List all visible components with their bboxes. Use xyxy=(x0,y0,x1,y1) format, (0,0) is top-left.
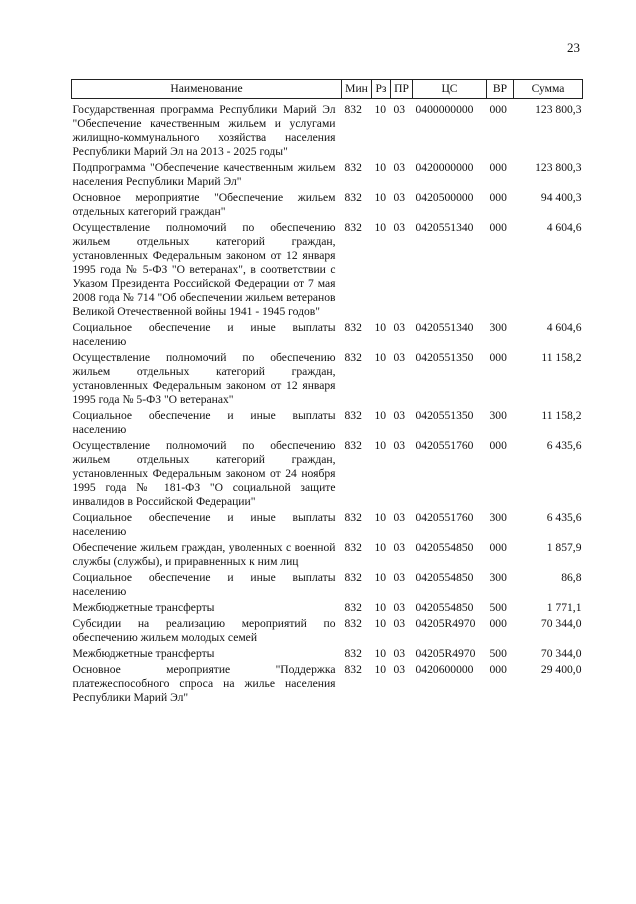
cell-min: 832 xyxy=(344,191,362,204)
cell-cs: 0420554850 xyxy=(415,571,474,584)
cell-sum: 4 604,6 xyxy=(546,321,582,334)
cell-name: Осуществление полномочий по обеспечению жильем отдельных категорий граждан, установленных Федеральным законом от 12 января 1995 года № 5-ФЗ "О ветеранах" xyxy=(72,351,336,406)
cell-vr: 000 xyxy=(489,541,507,554)
table-row xyxy=(72,571,583,601)
cell-cs: 0420551760 xyxy=(415,511,474,524)
cell-vr: 000 xyxy=(489,439,507,452)
header-cs: ЦС xyxy=(413,80,487,99)
cell-sum: 94 400,3 xyxy=(540,191,582,204)
cell-name: Осуществление полномочий по обеспечению жильем отдельных категорий граждан, установленных Федеральным законом от 24 ноября 1995 года № 181-ФЗ "О социальной защите инвалидов в Российской Федерации" xyxy=(72,439,336,508)
cell-sum: 1 857,9 xyxy=(546,541,582,554)
cell-name: Основное мероприятие "Обеспечение жильем отдельных категорий граждан" xyxy=(72,191,336,218)
cell-pr: 03 xyxy=(393,511,406,524)
cell-name: Основное мероприятие "Поддержка платежеспособного спроса на жилье населения Республики Марий Эл" xyxy=(72,663,336,704)
cell-sum: 6 435,6 xyxy=(546,511,582,524)
cell-cs: 0420500000 xyxy=(415,191,474,204)
cell-rz: 10 xyxy=(374,439,387,452)
cell-min: 832 xyxy=(344,601,362,614)
cell-sum: 11 158,2 xyxy=(541,409,582,422)
cell-vr: 000 xyxy=(489,191,507,204)
cell-sum: 86,8 xyxy=(561,571,582,584)
table-row xyxy=(72,511,583,541)
cell-rz: 10 xyxy=(374,647,387,660)
cell-min: 832 xyxy=(344,351,362,364)
cell-cs: 04205R4970 xyxy=(415,617,476,630)
cell-cs: 0420000000 xyxy=(415,161,474,174)
cell-name: Субсидии на реализацию мероприятий по обеспечению жильем молодых семей xyxy=(72,617,336,644)
cell-cs: 04205R4970 xyxy=(415,647,476,660)
table-row xyxy=(72,439,583,511)
cell-min: 832 xyxy=(344,221,362,234)
cell-name: Подпрограмма "Обеспечение качественным жильем населения Республики Марий Эл" xyxy=(72,161,336,188)
cell-vr: 500 xyxy=(489,647,507,660)
table-row xyxy=(72,99,583,162)
cell-rz: 10 xyxy=(374,351,387,364)
cell-min: 832 xyxy=(344,541,362,554)
cell-sum: 1 771,1 xyxy=(546,601,582,614)
cell-pr: 03 xyxy=(393,409,406,422)
cell-min: 832 xyxy=(344,663,362,676)
cell-vr: 300 xyxy=(489,571,507,584)
table-row xyxy=(72,617,583,647)
cell-pr: 03 xyxy=(393,601,406,614)
header-pr: ПР xyxy=(391,80,413,99)
cell-pr: 03 xyxy=(393,191,406,204)
header-vr: ВР xyxy=(487,80,514,99)
cell-min: 832 xyxy=(344,571,362,584)
table-row xyxy=(72,191,583,221)
cell-pr: 03 xyxy=(393,221,406,234)
cell-rz: 10 xyxy=(374,321,387,334)
cell-min: 832 xyxy=(344,647,362,660)
cell-name: Государственная программа Республики Марий Эл "Обеспечение качественным жильем и услугами жилищно-коммунального хозяйства населения Республики Марий Эл на 2013 - 2025 годы" xyxy=(72,103,336,158)
cell-vr: 000 xyxy=(489,663,507,676)
cell-vr: 300 xyxy=(489,321,507,334)
cell-name: Обеспечение жильем граждан, уволенных с военной службы (службы), и приравненных к ним лиц xyxy=(72,541,336,568)
cell-vr: 000 xyxy=(489,221,507,234)
cell-vr: 000 xyxy=(489,351,507,364)
cell-rz: 10 xyxy=(374,103,387,116)
cell-pr: 03 xyxy=(393,663,406,676)
header-min: Мин xyxy=(342,80,372,99)
cell-cs: 0420551340 xyxy=(415,221,474,234)
cell-cs: 0420551760 xyxy=(415,439,474,452)
cell-cs: 0420554850 xyxy=(415,541,474,554)
cell-rz: 10 xyxy=(374,221,387,234)
cell-rz: 10 xyxy=(374,571,387,584)
table-row xyxy=(72,647,583,663)
cell-cs: 0420554850 xyxy=(415,601,474,614)
table-row xyxy=(72,409,583,439)
cell-vr: 300 xyxy=(489,409,507,422)
cell-sum: 123 800,3 xyxy=(535,103,582,116)
cell-vr: 500 xyxy=(489,601,507,614)
table-row xyxy=(72,601,583,617)
cell-sum: 4 604,6 xyxy=(546,221,582,234)
cell-rz: 10 xyxy=(374,601,387,614)
cell-cs: 0420551350 xyxy=(415,351,474,364)
cell-sum: 123 800,3 xyxy=(535,161,582,174)
cell-vr: 000 xyxy=(489,617,507,630)
cell-name: Социальное обеспечение и иные выплаты населению xyxy=(72,571,336,598)
table-row xyxy=(72,321,583,351)
cell-rz: 10 xyxy=(374,511,387,524)
cell-min: 832 xyxy=(344,103,362,116)
cell-cs: 0420551340 xyxy=(415,321,474,334)
cell-name: Социальное обеспечение и иные выплаты населению xyxy=(72,321,336,348)
cell-sum: 29 400,0 xyxy=(540,663,582,676)
cell-name: Межбюджетные трансферты xyxy=(72,601,215,614)
cell-pr: 03 xyxy=(393,103,406,116)
table-row xyxy=(72,221,583,321)
table-row xyxy=(72,663,583,707)
cell-rz: 10 xyxy=(374,409,387,422)
cell-name: Межбюджетные трансферты xyxy=(72,647,215,660)
page-number: 23 xyxy=(567,40,580,55)
cell-min: 832 xyxy=(344,617,362,630)
cell-min: 832 xyxy=(344,511,362,524)
cell-min: 832 xyxy=(344,409,362,422)
cell-sum: 11 158,2 xyxy=(541,351,582,364)
cell-pr: 03 xyxy=(393,541,406,554)
cell-min: 832 xyxy=(344,439,362,452)
cell-cs: 0420600000 xyxy=(415,663,474,676)
cell-name: Социальное обеспечение и иные выплаты населению xyxy=(72,511,336,538)
cell-pr: 03 xyxy=(393,647,406,660)
cell-pr: 03 xyxy=(393,351,406,364)
cell-vr: 300 xyxy=(489,511,507,524)
cell-rz: 10 xyxy=(374,663,387,676)
header-rz: Рз xyxy=(372,80,391,99)
cell-name: Социальное обеспечение и иные выплаты населению xyxy=(72,409,336,436)
cell-sum: 70 344,0 xyxy=(540,617,582,630)
table-header-row xyxy=(72,80,583,99)
table-row xyxy=(72,351,583,409)
cell-pr: 03 xyxy=(393,439,406,452)
cell-min: 832 xyxy=(344,161,362,174)
header-name: Наименование xyxy=(72,80,342,99)
table-row xyxy=(72,161,583,191)
cell-min: 832 xyxy=(344,321,362,334)
cell-vr: 000 xyxy=(489,161,507,174)
cell-vr: 000 xyxy=(489,103,507,116)
cell-sum: 70 344,0 xyxy=(540,647,582,660)
cell-pr: 03 xyxy=(393,617,406,630)
cell-name: Осуществление полномочий по обеспечению жильем отдельных категорий граждан, установленных Федеральным законом от 12 января 1995 года № 5-ФЗ "О ветеранах", в соответствии с Указом Президента Российской Федерации от 7 мая 2008 года № 714 "Об обеспечении жильем ветеранов Великой Отечественной войны 1941 - 1945 годов" xyxy=(72,221,336,318)
cell-pr: 03 xyxy=(393,321,406,334)
cell-pr: 03 xyxy=(393,161,406,174)
cell-cs: 0400000000 xyxy=(415,103,474,116)
cell-rz: 10 xyxy=(374,617,387,630)
cell-rz: 10 xyxy=(374,161,387,174)
cell-pr: 03 xyxy=(393,571,406,584)
header-sum: Сумма xyxy=(514,80,583,99)
cell-rz: 10 xyxy=(374,191,387,204)
table-row xyxy=(72,541,583,571)
cell-sum: 6 435,6 xyxy=(546,439,582,452)
cell-cs: 0420551350 xyxy=(415,409,474,422)
budget-table xyxy=(71,79,583,707)
cell-rz: 10 xyxy=(374,541,387,554)
